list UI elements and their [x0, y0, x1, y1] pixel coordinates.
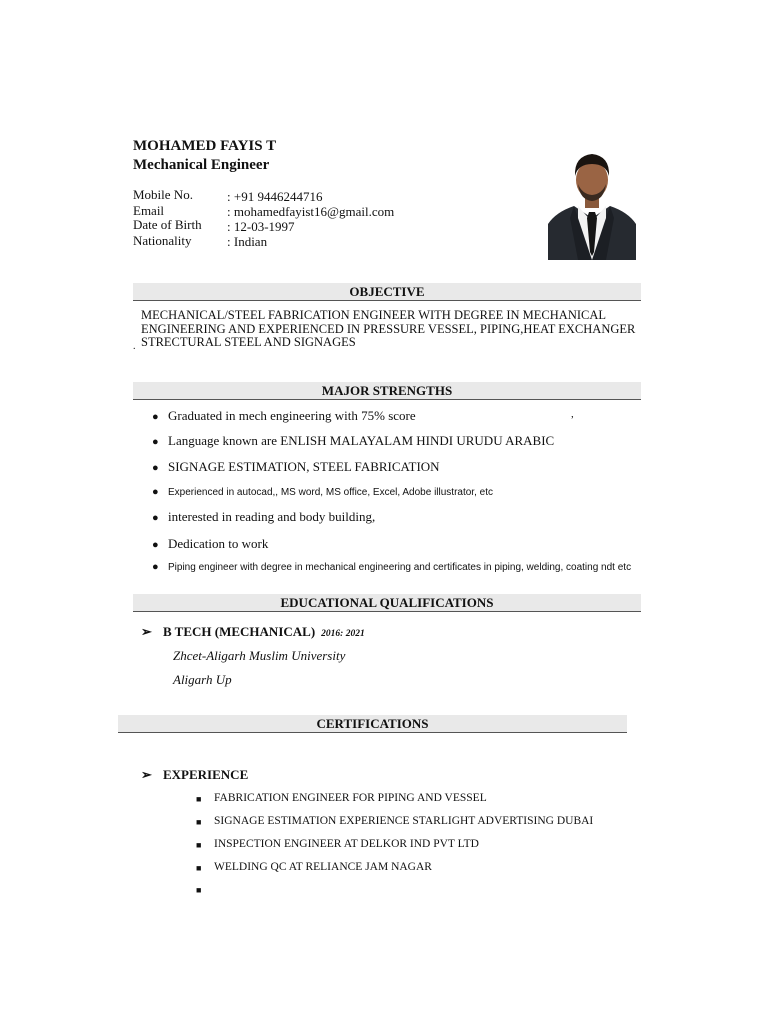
section-certifications: CERTIFICATIONS: [118, 715, 627, 733]
dob-label: Date of Birth: [133, 217, 202, 232]
bullet-icon: ●: [152, 561, 159, 573]
arrow-bullet-icon: ➢: [141, 767, 152, 782]
strength-text: Experienced in autocad,, MS word, MS office, Excel, Adobe illustrator, etc: [168, 487, 493, 498]
square-bullet-icon: ■: [196, 885, 202, 895]
arrow-bullet-icon: ➢: [141, 624, 152, 639]
strength-text: SIGNAGE ESTIMATION, STEEL FABRICATION: [168, 459, 440, 474]
email-label: Email: [133, 203, 165, 218]
experience-item: INSPECTION ENGINEER AT DELKOR IND PVT LTD: [214, 838, 479, 850]
profile-photo: [548, 142, 636, 260]
experience-item: WELDING QC AT RELIANCE JAM NAGAR: [214, 861, 432, 873]
bullet-icon: ●: [152, 436, 159, 448]
bullet-icon: ●: [152, 512, 159, 524]
strength-text: interested in reading and body building,: [168, 509, 376, 524]
experience-item: SIGNAGE ESTIMATION EXPERIENCE STARLIGHT ADVERTISING DUBAI: [214, 815, 594, 827]
bullet-icon: ●: [152, 539, 159, 551]
nationality-label: Nationality: [133, 233, 192, 248]
strength-text: Piping engineer with degree in mechanical engineering and certificates in piping, welding, coating ndt etc: [168, 562, 632, 573]
degree-name: B TECH (MECHANICAL): [163, 624, 316, 639]
list-item: [152, 408, 416, 424]
strength-text: Graduated in mech engineering with 75% score: [168, 408, 416, 423]
square-bullet-icon: ■: [196, 794, 202, 804]
square-bullet-icon: ■: [196, 817, 202, 827]
bullet-icon: ●: [152, 486, 159, 498]
section-educational-qualifications: EDUCATIONAL QUALIFICATIONS: [133, 594, 641, 612]
dob-value: : 12-03-1997: [227, 219, 295, 234]
experience-title: EXPERIENCE: [163, 767, 249, 782]
list-item: [152, 561, 631, 573]
strength-text: Dedication to work: [168, 536, 269, 551]
candidate-title: Mechanical Engineer: [133, 157, 270, 173]
list-item: [152, 536, 268, 552]
experience-item: FABRICATION ENGINEER FOR PIPING AND VESSEL: [214, 792, 487, 804]
bullet-icon: ●: [152, 462, 159, 474]
square-bullet-icon: ■: [196, 840, 202, 850]
mobile-value: : +91 9446244716: [227, 189, 323, 204]
section-major-strengths: MAJOR STRENGTHS: [133, 382, 641, 400]
degree-heading: [141, 624, 365, 640]
nationality-value: : Indian: [227, 234, 268, 249]
list-item: [152, 509, 375, 525]
mobile-label: Mobile No.: [133, 187, 193, 202]
institution-location: Aligarh Up: [173, 672, 232, 687]
experience-heading: [141, 767, 248, 783]
bullet-icon: ●: [152, 411, 159, 423]
email-value: : mohamedfayist16@gmail.com: [227, 204, 395, 219]
objective-text: MECHANICAL/STEEL FABRICATION ENGINEER WITH DEGREE IN MECHANICAL ENGINEERING AND EXPERIENCED IN PRESSURE VESSEL, PIPING,HEAT EXCHANGER STRECTURAL STEEL AND SIGNAGES: [141, 308, 636, 349]
strength-text: Language known are ENLISH MALAYALAM HINDI URUDU ARABIC: [168, 433, 555, 448]
candidate-name: MOHAMED FAYIS T: [133, 138, 277, 154]
strength-stray-comma: ,: [571, 408, 574, 420]
institution-name: Zhcet-Aligarh Muslim University: [173, 648, 346, 663]
square-bullet-icon: ■: [196, 863, 202, 873]
objective-stray-dot: .: [133, 341, 136, 352]
list-item: [152, 433, 554, 449]
section-objective: OBJECTIVE: [133, 283, 641, 301]
degree-years: 2016: 2021: [321, 629, 365, 639]
list-item: [152, 459, 440, 475]
list-item: [152, 486, 493, 498]
